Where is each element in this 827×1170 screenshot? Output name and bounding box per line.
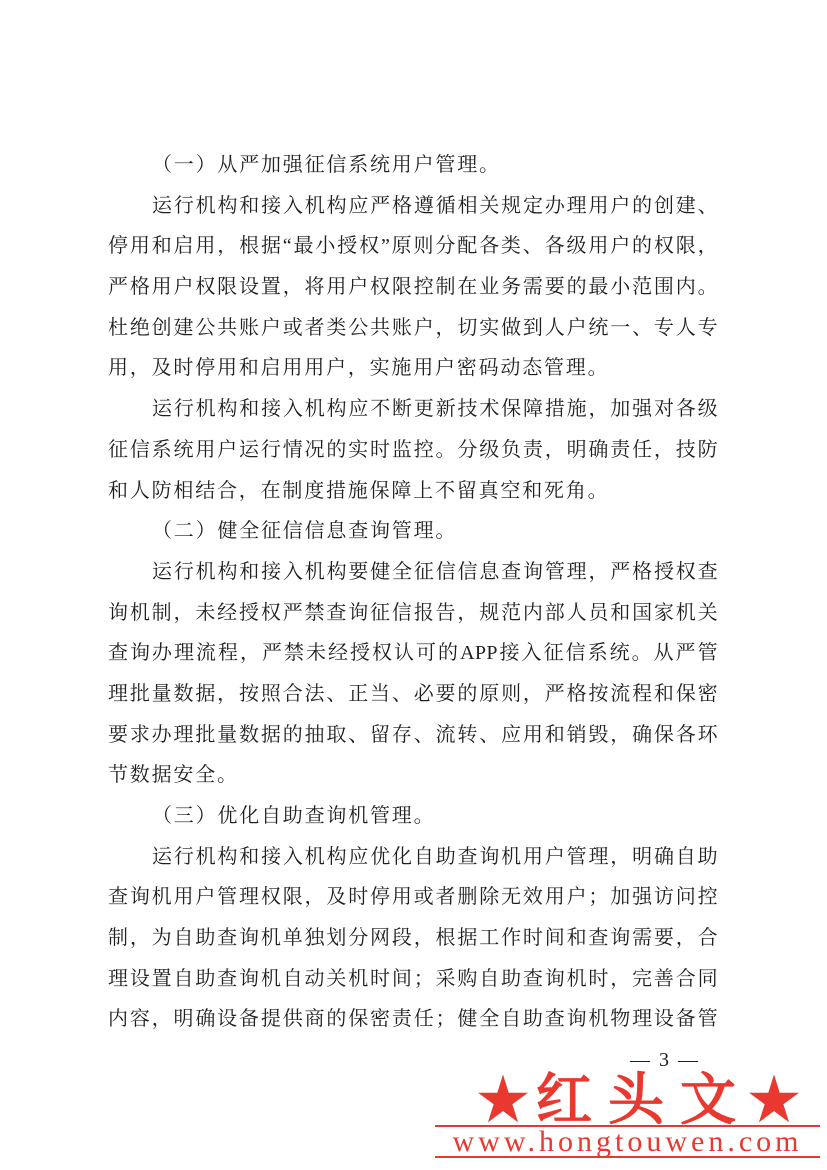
- paragraph-line: 节数据安全。: [108, 764, 239, 787]
- paragraph-line: 杜绝创建公共账户或者类公共账户，切实做到人户统一、专人专: [108, 316, 718, 339]
- watermark-brand-text: 红头文: [536, 1070, 752, 1132]
- section-1: [108, 145, 718, 511]
- star-icon: [747, 1073, 801, 1125]
- paragraph: [108, 186, 718, 389]
- paragraph-line: 查询机用户管理权限，及时停用或者删除无效用户；加强访问控: [108, 886, 718, 909]
- paragraph-line: 运行机构和接入机构要健全征信信息查询管理，严格授权查: [152, 560, 718, 583]
- star-icon: [476, 1073, 530, 1125]
- paragraph-line: 查询办理流程，严禁未经授权认可的APP接入征信系统。从严管: [108, 642, 718, 665]
- section-2: [108, 511, 718, 796]
- paragraph: [108, 389, 718, 511]
- paragraph-line: 运行机构和接入机构应不断更新技术保障措施，加强对各级: [152, 398, 718, 421]
- paragraph-line: 制，为自助查询机单独划分网段，根据工作时间和查询需要，合: [108, 927, 718, 950]
- page-number: — 3 —: [630, 1049, 700, 1071]
- paragraph-line: 停用和启用，根据“最小授权”原则分配各类、各级用户的权限，: [108, 235, 718, 258]
- section-heading: （二）健全征信信息查询管理。: [152, 520, 458, 543]
- paragraph-line: 运行机构和接入机构应优化自助查询机用户管理，明确自助: [152, 845, 718, 868]
- paragraph-line: 要求办理批量数据的抽取、留存、流转、应用和销毁，确保各环: [108, 723, 718, 746]
- watermark-url: www.hongtouwen.com: [435, 1125, 820, 1158]
- paragraph-line: 征信系统用户运行情况的实时监控。分级负责，明确责任，技防: [108, 438, 718, 461]
- section-heading: （三）优化自助查询机管理。: [152, 805, 436, 827]
- paragraph-line: 严格用户权限设置，将用户权限控制在业务需要的最小范围内。: [108, 276, 718, 299]
- section-3: [108, 796, 718, 1040]
- paragraph: [108, 837, 718, 1040]
- paragraph-line: 运行机构和接入机构应严格遵循相关规定办理用户的创建、: [152, 194, 718, 217]
- paragraph-line: 理批量数据，按照合法、正当、必要的原则，严格按流程和保密: [108, 682, 718, 705]
- paragraph-line: 理设置自助查询机自动关机时间；采购自助查询机时，完善合同: [108, 967, 718, 990]
- document-body: [108, 145, 718, 1040]
- paragraph: [108, 552, 718, 796]
- section-heading: （一）从严加强征信系统用户管理。: [152, 154, 501, 176]
- paragraph-line: 询机制，未经授权严禁查询征信报告，规范内部人员和国家机关: [108, 601, 718, 624]
- paragraph-line: 和人防相结合，在制度措施保障上不留真空和死角。: [108, 479, 610, 502]
- paragraph-line: 用，及时停用和启用用户，实施用户密码动态管理。: [108, 357, 610, 380]
- paragraph-line: 内容，明确设备提供商的保密责任；健全自助查询机物理设备管: [108, 1008, 718, 1031]
